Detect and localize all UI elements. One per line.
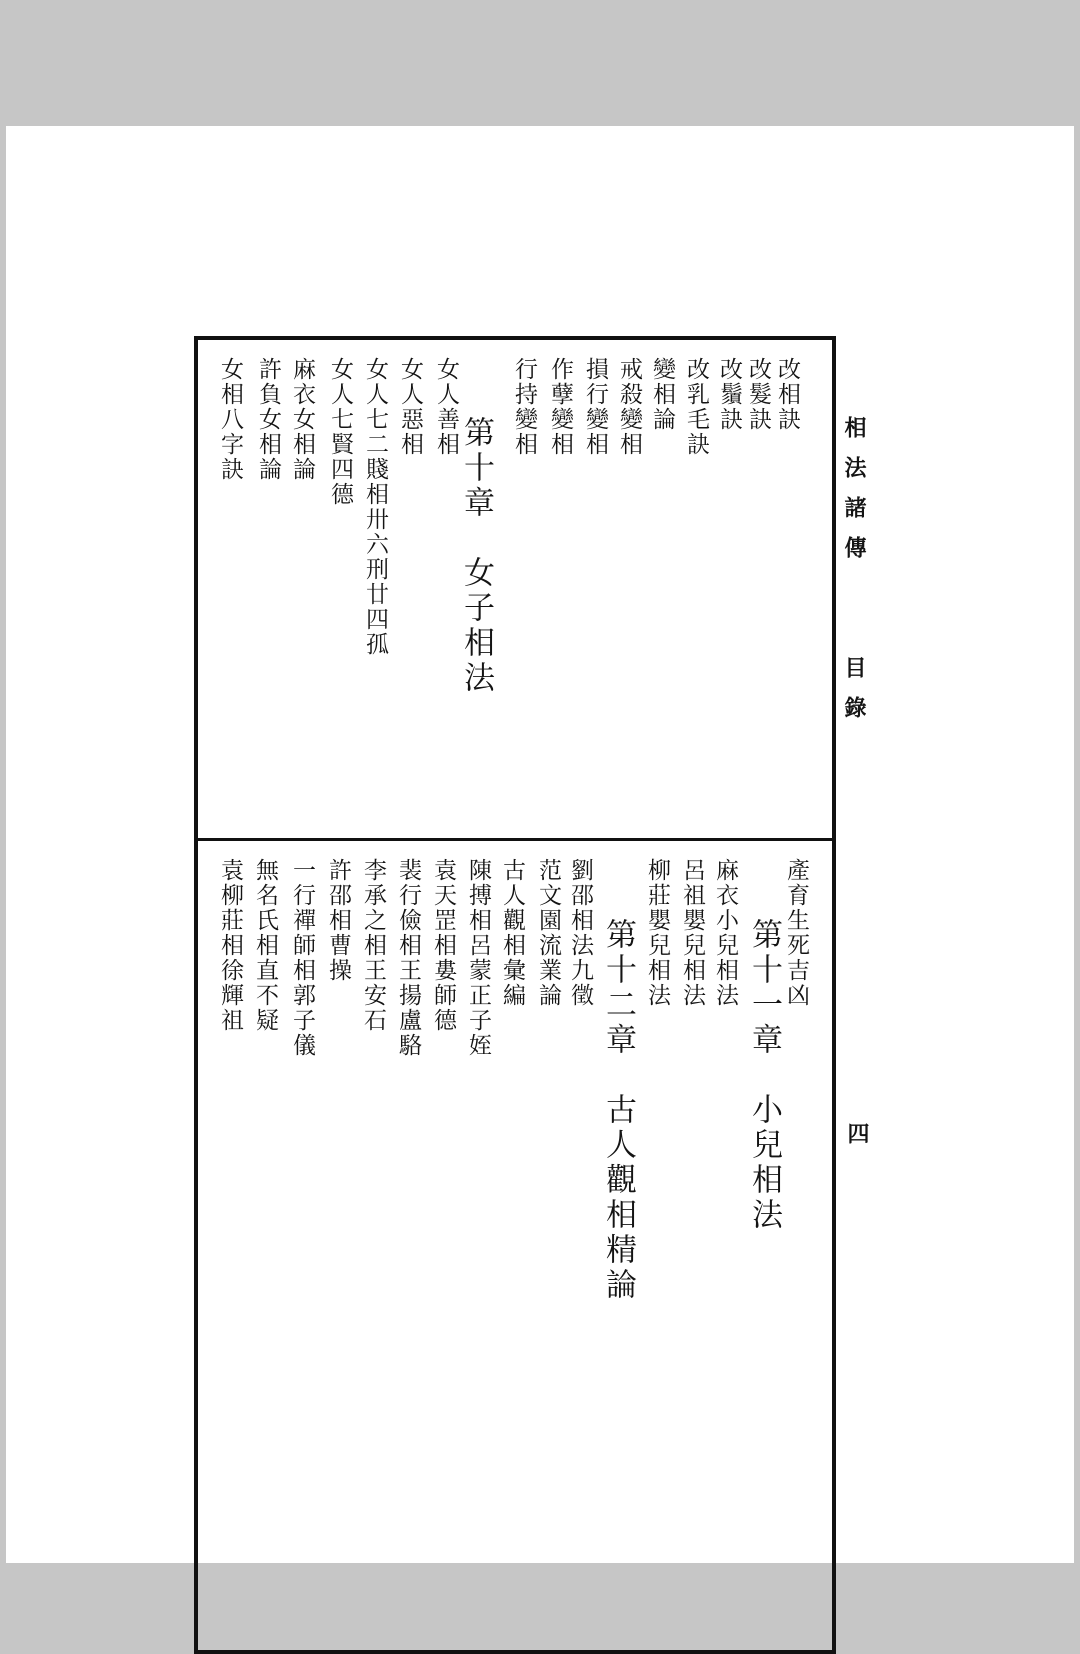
list-item: 變相論 bbox=[649, 357, 675, 432]
list-item: 女相八字訣 bbox=[217, 357, 243, 482]
list-item: 李承之相王安石 bbox=[360, 858, 386, 1033]
list-item: 改相訣 bbox=[774, 357, 800, 432]
list-item: 改髮訣 bbox=[745, 357, 771, 432]
list-item: 麻衣小兒相法 bbox=[712, 858, 738, 1008]
list-item: 柳莊嬰兒相法 bbox=[644, 858, 670, 1008]
list-item: 女人七二賤相卅六刑廿四孤 bbox=[362, 357, 388, 657]
list-item: 許邵相曹操 bbox=[325, 858, 351, 983]
list-item: 女人七賢四德 bbox=[327, 357, 353, 507]
list-item: 呂祖嬰兒相法 bbox=[679, 858, 705, 1008]
list-item: 袁天罡相婁師德 bbox=[430, 858, 456, 1033]
list-item: 袁柳莊相徐輝祖 bbox=[217, 858, 243, 1033]
list-item: 范文園流業論 bbox=[535, 858, 561, 1008]
list-item: 一行禪師相郭子儀 bbox=[289, 858, 315, 1058]
list-item: 陳搏相呂蒙正子姪 bbox=[465, 858, 491, 1058]
list-item: 產育生死吉凶 bbox=[783, 858, 809, 1008]
list-item: 無名氏相直不疑 bbox=[252, 858, 278, 1033]
list-item: 戒殺變相 bbox=[616, 357, 642, 457]
list-item: 女人善相 bbox=[433, 357, 459, 457]
page-number: 四 bbox=[844, 1122, 870, 1144]
list-item: 古人觀相彙編 bbox=[499, 858, 525, 1008]
panel-divider bbox=[194, 838, 836, 841]
chapter-heading: 第十一章 小兒相法 bbox=[746, 918, 782, 1233]
list-item: 劉邵相法九徵 bbox=[567, 858, 593, 1008]
list-item: 行持變相 bbox=[511, 357, 537, 457]
list-item: 損行變相 bbox=[582, 357, 608, 457]
book-title: 相法諸傳 bbox=[841, 416, 867, 576]
chapter-heading: 第十章 女子相法 bbox=[458, 416, 494, 696]
chapter-heading: 第十二章 古人觀相精論 bbox=[600, 918, 636, 1303]
list-item: 麻衣女相論 bbox=[289, 357, 315, 482]
list-item: 許負女相論 bbox=[255, 357, 281, 482]
section-title: 目錄 bbox=[841, 656, 867, 736]
list-item: 改鬚訣 bbox=[716, 357, 742, 432]
list-item: 裴行儉相王揚盧駱 bbox=[395, 858, 421, 1058]
list-item: 改乳毛訣 bbox=[683, 357, 709, 457]
list-item: 女人惡相 bbox=[397, 357, 423, 457]
list-item: 作孽變相 bbox=[547, 357, 573, 457]
